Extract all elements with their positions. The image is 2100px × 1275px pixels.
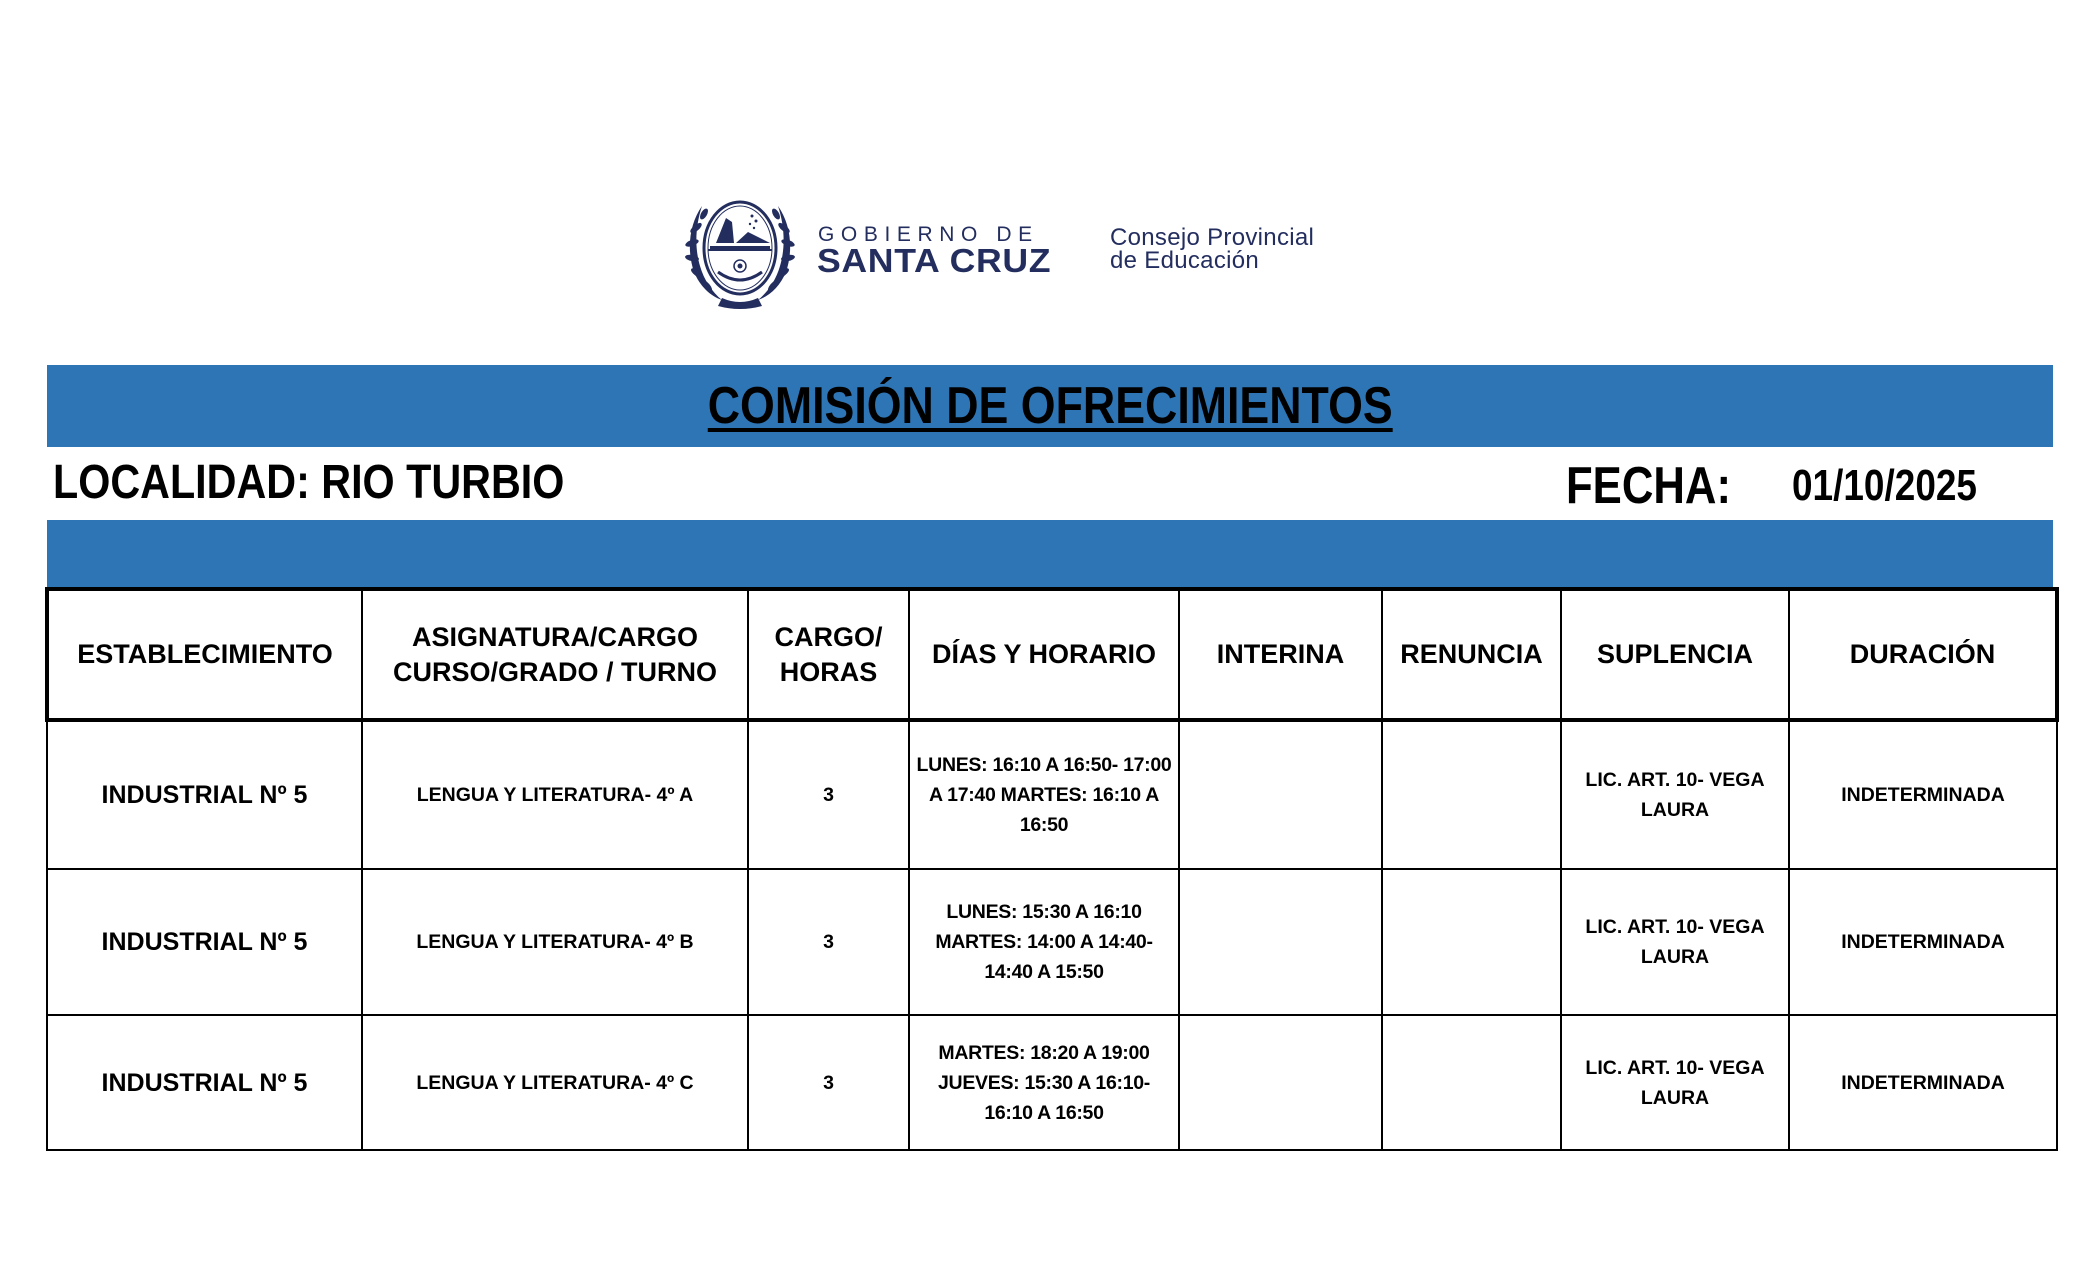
logo-line-santa-cruz: SANTA CRUZ: [817, 242, 1052, 279]
cell-horas: 3: [748, 869, 909, 1015]
cell-horario: LUNES: 15:30 A 16:10 MARTES: 14:00 A 14:40- 14:40 A 15:50: [909, 869, 1179, 1015]
header-duracion: DURACIÓN: [1789, 589, 2057, 720]
cell-establecimiento: INDUSTRIAL Nº 5: [47, 720, 362, 869]
cell-renuncia: [1382, 869, 1561, 1015]
cell-horas: 3: [748, 720, 909, 869]
fecha-label: FECHA:: [1566, 457, 1731, 515]
cell-duracion: INDETERMINADA: [1789, 1015, 2057, 1150]
logo-council-line1: Consejo Provincial: [1110, 224, 1315, 251]
offers-table: [45, 587, 2059, 1151]
header-asignatura: ASIGNATURA/CARGO CURSO/GRADO / TURNO: [362, 589, 748, 720]
logo-council-line2: de Educación: [1110, 247, 1260, 274]
cell-duracion: INDETERMINADA: [1789, 720, 2057, 869]
cell-horas: 3: [748, 1015, 909, 1150]
cell-interina: [1179, 720, 1382, 869]
table-row: [47, 720, 2057, 869]
title-band: [47, 365, 2053, 447]
cell-establecimiento: INDUSTRIAL Nº 5: [47, 869, 362, 1015]
cell-suplencia: LIC. ART. 10- VEGA LAURA: [1561, 720, 1789, 869]
header-suplencia: SUPLENCIA: [1561, 589, 1789, 720]
fecha-value: 01/10/2025: [1792, 461, 1977, 510]
header-renuncia: RENUNCIA: [1382, 589, 1561, 720]
page-title: COMISIÓN DE OFRECIMIENTOS: [707, 377, 1393, 435]
cell-interina: [1179, 869, 1382, 1015]
cell-horario: MARTES: 18:20 A 19:00 JUEVES: 15:30 A 16:10- 16:10 A 16:50: [909, 1015, 1179, 1150]
header-dias-horario: DÍAS Y HORARIO: [909, 589, 1179, 720]
cell-renuncia: [1382, 720, 1561, 869]
header-interina: INTERINA: [1179, 589, 1382, 720]
header-cargo-horas: CARGO/ HORAS: [748, 589, 909, 720]
table-row: [47, 869, 2057, 1015]
header-logo: [680, 186, 1360, 312]
header-establecimiento: ESTABLECIMIENTO: [47, 589, 362, 720]
logo-line-gobierno: GOBIERNO DE: [818, 223, 1039, 246]
cell-asignatura: LENGUA Y LITERATURA- 4º A: [362, 720, 748, 869]
cell-asignatura: LENGUA Y LITERATURA- 4º B: [362, 869, 748, 1015]
cell-horario: LUNES: 16:10 A 16:50- 17:00 A 17:40 MARTES: 16:10 A 16:50: [909, 720, 1179, 869]
cell-duracion: INDETERMINADA: [1789, 869, 2057, 1015]
table-row: [47, 1015, 2057, 1150]
coat-of-arms-icon: [682, 188, 798, 310]
table-header-row: [47, 589, 2057, 720]
cell-interina: [1179, 1015, 1382, 1150]
cell-establecimiento: INDUSTRIAL Nº 5: [47, 1015, 362, 1150]
cell-suplencia: LIC. ART. 10- VEGA LAURA: [1561, 1015, 1789, 1150]
cell-asignatura: LENGUA Y LITERATURA- 4º C: [362, 1015, 748, 1150]
cell-renuncia: [1382, 1015, 1561, 1150]
blank-band: [47, 520, 2053, 588]
localidad-label: LOCALIDAD: RIO TURBIO: [53, 456, 565, 509]
cell-suplencia: LIC. ART. 10- VEGA LAURA: [1561, 869, 1789, 1015]
